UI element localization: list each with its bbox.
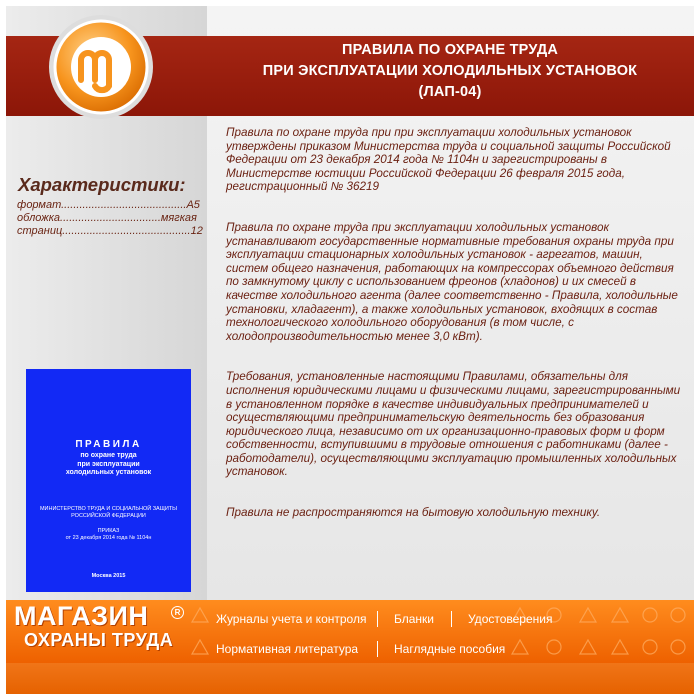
char-value: 12 — [190, 225, 203, 237]
nav-separator — [451, 611, 452, 627]
description-text — [226, 126, 688, 547]
page-title — [200, 40, 700, 103]
book-cover-image — [26, 369, 191, 592]
footer-strip — [6, 663, 694, 694]
paragraph: Требования, установленные настоящими Правилами, обязательны для исполнения юридическими лицами и физическими лицами, зарегистрированными в установленном порядке в качестве индивидуальных предпринимателей и осуществляющими предпринимательскую деятельность без образования юридического лица, независимо от их организационно-правовых форм и форм собственности, вступившими в трудовые отношения с работниками (далее - работодатели), осуществляющими эксплуатацию промышленных холодильных установок. — [226, 370, 681, 479]
nav-separator — [377, 641, 378, 657]
paragraph: Правила по охране труда при эксплуатации холодильных установок устанавливают государственные нормативные требования охраны труда при эксплуатации стационарных холодильных установок - агрегатов, машин, систем общего назначения, работающих на компрессорах объемного действия по замкнутому циклу с использованием фреонов (хладонов) и их смесей в качестве холодильного агента (далее соответственно - Правила, холодильные установки, хладагент), а также холодильных установок, входящих в состав технологического холодильного оборудования (в том числе, с холодопроизводительностью менее 3,0 кВт). — [226, 220, 678, 343]
characteristics-list — [17, 199, 203, 238]
shop-name[interactable]: МАГАЗИН — [14, 601, 149, 631]
book-subtitle-line: по охране труда — [80, 452, 137, 459]
nav-link-regulatory[interactable]: Нормативная литература — [216, 642, 359, 656]
char-label: страниц — [17, 225, 63, 237]
shop-subname[interactable]: ОХРАНЫ ТРУДА — [24, 630, 174, 650]
dot-leader: ......................................... — [61, 199, 187, 211]
book-title: ПРАВИЛА — [75, 439, 142, 450]
book-city: Москва 2015 — [91, 573, 126, 579]
book-ministry-line: РОССИЙСКОЙ ФЕДЕРАЦИИ — [71, 513, 146, 519]
char-row — [17, 199, 200, 212]
paragraph: Правила по охране труда при при эксплуатации холодильных установок утверждены приказом Министерства труда и социальной защиты Российской Федерации от 23 декабря 2014 года № 1104н и зарегистрированы в Министерстве юстиции Российской Федерации 26 февраля 2015 года, регистрационный № 36219 — [226, 126, 671, 194]
book-order-line: от 23 декабря 2014 года № 1104н — [65, 535, 152, 541]
char-label: обложка — [17, 212, 61, 224]
char-value: мягкая — [160, 212, 197, 224]
book-ministry-line: МИНИСТЕРСТВО ТРУДА И СОЦИАЛЬНОЙ ЗАЩИТЫ — [39, 506, 178, 512]
char-row — [17, 225, 203, 238]
characteristics-title: Характеристики: — [18, 174, 186, 195]
paragraph: Правила не распространяются на бытовую холодильную технику. — [226, 506, 601, 520]
nav-link-journals[interactable]: Журналы учета и контроля — [216, 612, 367, 626]
book-subtitle-line: холодильных установок — [65, 469, 152, 476]
nav-link-visual-aids[interactable]: Наглядные пособия — [394, 642, 506, 656]
nav-separator — [377, 611, 378, 627]
dot-leader: .......................................... — [62, 225, 191, 237]
dot-leader: ................................. — [60, 212, 161, 224]
char-row — [17, 212, 200, 225]
book-subtitle-line: при эксплуатации — [77, 460, 140, 468]
book-ministry — [26, 506, 191, 520]
registered-mark: R — [171, 606, 184, 619]
char-value: А5 — [186, 199, 200, 211]
nav-link-certificates[interactable]: Удостоверения — [468, 612, 553, 626]
title-line: ПРИ ЭКСПЛУАТАЦИИ ХОЛОДИЛЬНЫХ УСТАНОВОК — [262, 63, 638, 79]
book-order — [26, 528, 191, 542]
book-order-line: ПРИКАЗ — [97, 528, 120, 534]
nav-link-forms[interactable]: Бланки — [394, 612, 434, 626]
char-label: формат — [17, 199, 62, 211]
title-line: (ЛАП-04) — [418, 84, 482, 100]
logo-m-icon[interactable] — [48, 14, 154, 120]
book-subtitle — [26, 452, 191, 478]
title-line: ПРАВИЛА ПО ОХРАНЕ ТРУДА — [341, 42, 559, 58]
